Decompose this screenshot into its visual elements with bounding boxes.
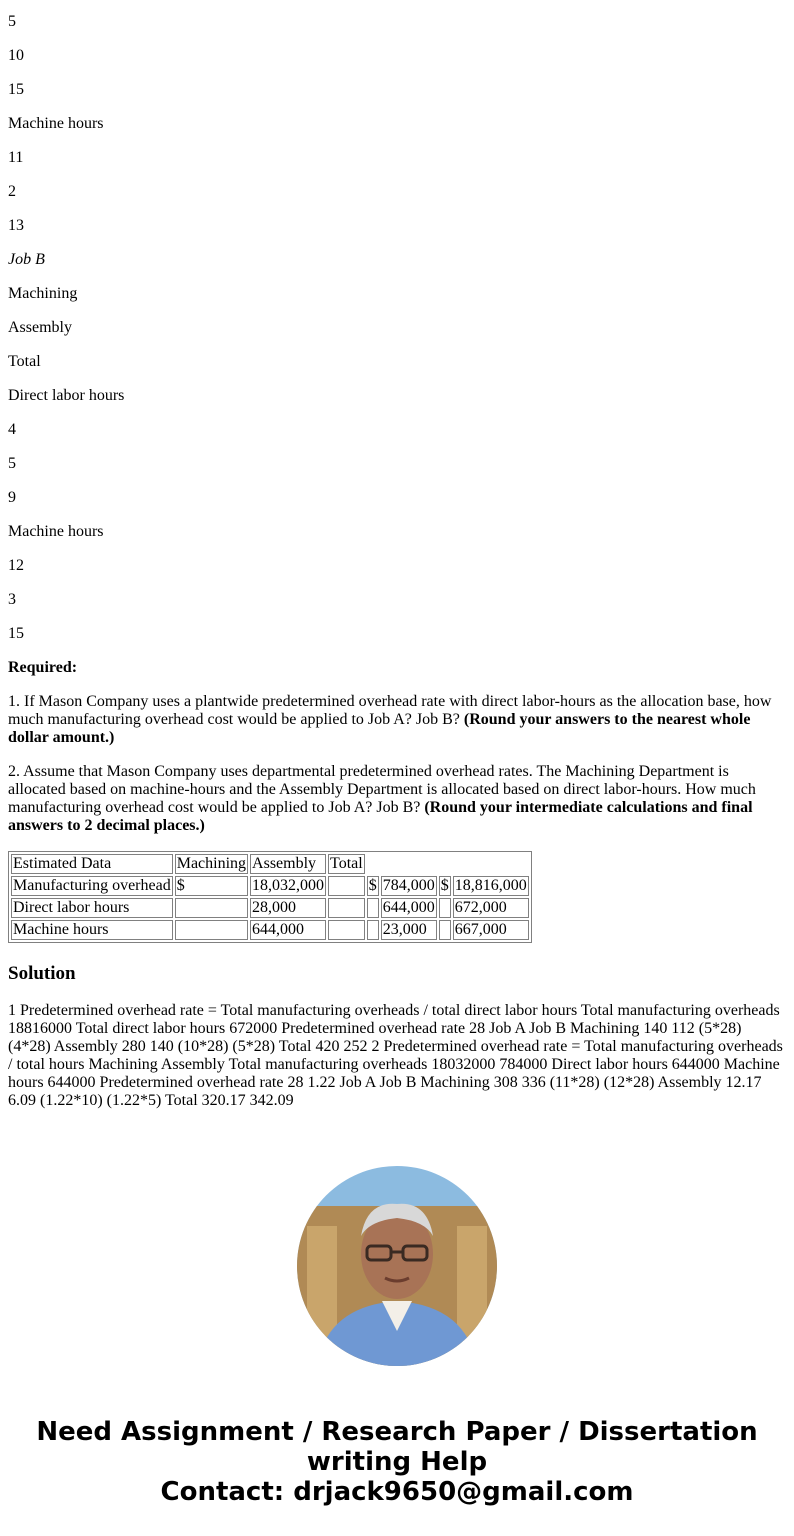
table-header-row [11, 854, 529, 874]
table-cell [175, 898, 248, 918]
table-header-cell: Estimated Data [11, 854, 173, 874]
table-cell [328, 876, 365, 896]
text-line: Machine hours [8, 523, 104, 540]
promo-contact: Contact: drjack9650@gmail.com [160, 1477, 634, 1507]
table-row [11, 920, 529, 940]
text-line: 11 [8, 149, 24, 166]
table-cell: 644,000 [382, 899, 435, 916]
table-header-cell: Total [330, 855, 363, 872]
page [0, 13, 794, 1110]
text-line: 15 [8, 81, 24, 98]
text-line: 2 [8, 183, 16, 200]
text-line: 15 [8, 625, 24, 642]
text-line: Direct labor hours [8, 387, 125, 404]
promo-line-1: Need Assignment / Research Paper / Dissertation [36, 1417, 758, 1447]
table-cell [367, 898, 379, 918]
table-cell: 672,000 [453, 898, 529, 918]
text-line: 4 [8, 421, 16, 438]
estimated-data-table [8, 851, 532, 943]
table-cell [328, 920, 365, 940]
text-line: Total [8, 353, 41, 370]
text-line: 12 [8, 557, 24, 574]
table-cell: 784,000 [382, 877, 435, 894]
table-row [11, 876, 529, 896]
required-heading: Required: [8, 659, 78, 676]
text-line: 3 [8, 591, 16, 608]
author-photo-image [297, 1166, 497, 1366]
question-2 [8, 763, 786, 835]
author-photo [297, 1166, 497, 1366]
question-1-text: 1. If Mason Company uses a plantwide predetermined overhead rate with direct labor-hours as the allocation base, how much manufacturing overhead cost would be applied to Job A? Job B? [8, 693, 772, 728]
text-line: Assembly [8, 319, 72, 336]
job-b-label-text: Job B [8, 251, 45, 268]
table-cell: 667,000 [453, 920, 529, 940]
promo-banner [0, 1417, 794, 1507]
text-line: 5 [8, 13, 16, 30]
table-cell: 18,816,000 [454, 877, 527, 894]
table-row-label: Manufacturing overhead [13, 877, 171, 894]
table-cell [328, 898, 365, 918]
text-line: 10 [8, 47, 24, 64]
table-cell [439, 898, 451, 918]
question-2-text: 2. Assume that Mason Company uses departmental predetermined overhead rates. The Machining Department is allocated based on machine-hours and the Assembly Department is allocated based on direct labor-hours. How much manufacturing overhead cost would be applied to Job A? Job B? [8, 763, 756, 816]
question-2-instruction: (Round your intermediate calculations and final answers to 2 decimal places.) [8, 799, 753, 834]
solution-text: 1 Predetermined overhead rate = Total manufacturing overheads / total direct labor hours Total manufacturing overheads 18816000 Total direct labor hours 672000 Predetermined overhead rate 28 Job A Job B Machining 140 112 (5*28) (4*28) Assembly 280 140 (10*28) (5*28) Total 420 252 2 Predetermined overhead rate = Total manufacturing overheads / total hours Machining Assembly Total manufacturing overheads 18032000 784000 Direct labor hours 644000 Machine hours 644000 Predetermined overhead rate 28 1.22 Job A Job B Machining 308 336 (11*28) (12*28) Assembly 12.17 6.09 (1.22*10) (1.22*5) Total 320.17 342.09 [8, 1002, 783, 1109]
job-b-label [8, 251, 786, 269]
table-cell: $ [175, 876, 248, 896]
table-cell: 644,000 [250, 920, 326, 940]
solution-heading: Solution [8, 963, 76, 984]
text-line: 5 [8, 455, 16, 472]
text-line: 13 [8, 217, 24, 234]
table-header-cell: Assembly [250, 854, 326, 874]
promo-line-2: writing Help [306, 1447, 488, 1477]
text-line: 9 [8, 489, 16, 506]
text-line: Machining [8, 285, 78, 302]
table-cell: 23,000 [381, 920, 437, 940]
text-line: Machine hours [8, 115, 104, 132]
table-cell: 18,032,000 [252, 877, 325, 894]
table-cell [439, 920, 451, 940]
question-1-instruction: (Round your answers to the nearest whole dollar amount.) [8, 711, 751, 746]
table-cell: $ [368, 877, 377, 894]
question-1 [8, 693, 786, 747]
table-row [11, 898, 529, 918]
table-cell: 28,000 [250, 898, 326, 918]
table-cell [367, 920, 379, 940]
table-row-label: Direct labor hours [11, 898, 173, 918]
table-cell [175, 920, 248, 940]
table-cell: $ [440, 877, 449, 894]
table-row-label: Machine hours [11, 920, 173, 940]
table-header-cell: Machining [176, 855, 247, 872]
